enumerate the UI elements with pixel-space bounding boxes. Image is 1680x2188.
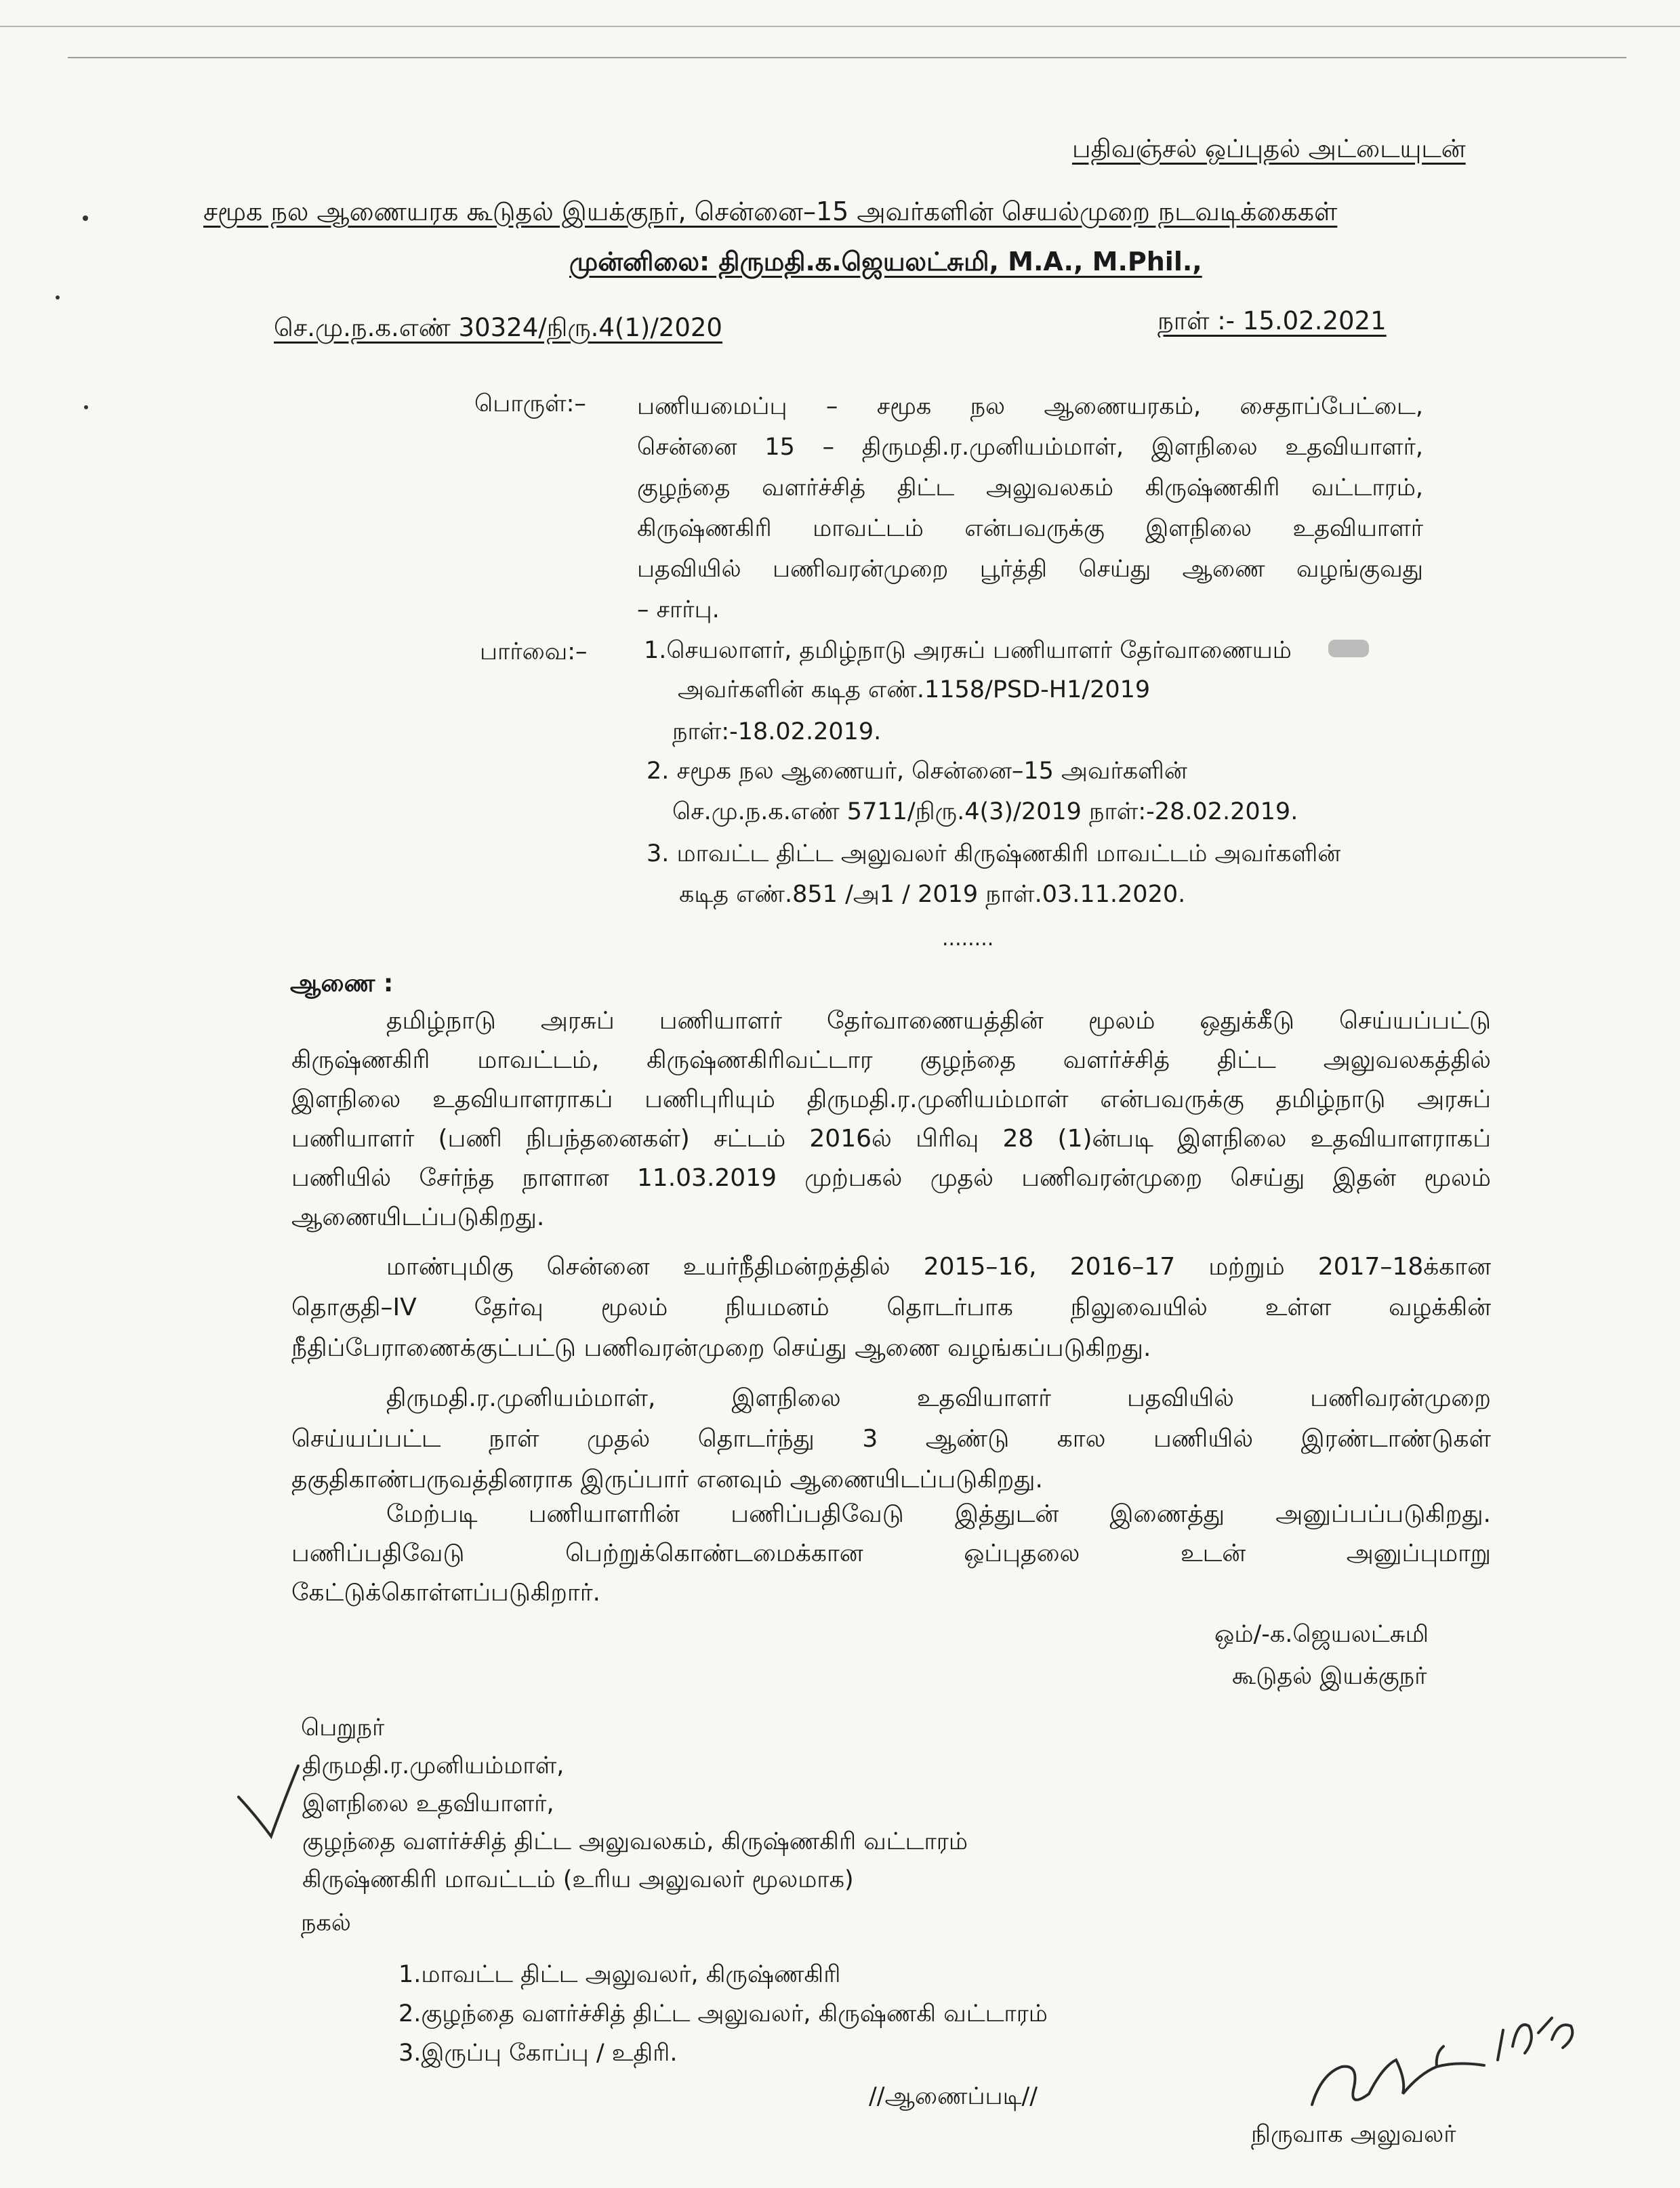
registered-post-note: பதிவஞ்சல் ஒப்புதல் அட்டையுடன் bbox=[1072, 134, 1466, 163]
handwritten-signature bbox=[1312, 2046, 1484, 2105]
reference-line: நாள்:-18.02.2019. bbox=[672, 718, 882, 745]
paragraph-line: ஆணையிடப்படுகிறது. bbox=[291, 1203, 545, 1231]
copy-line: 2.குழந்தை வளர்ச்சித் திட்ட அலுவலர், கிருஷ்ணகி வட்டாரம் bbox=[398, 2000, 1048, 2027]
paragraph-line: செய்யப்பட்ட நாள் முதல் தொடர்ந்து 3 ஆண்டு கால பணியில் இரண்டாண்டுகள் bbox=[291, 1425, 1491, 1453]
paragraph-line: கேட்டுக்கொள்ளப்படுகிறார். bbox=[291, 1579, 600, 1607]
copy-line: 3.இருப்பு கோப்பு / உதிரி. bbox=[398, 2040, 678, 2067]
reference-line: 2. சமூக நல ஆணையர், சென்னை–15 அவர்களின் bbox=[647, 758, 1187, 785]
handwritten-date-scribble bbox=[1498, 2018, 1572, 2060]
ink-smudge bbox=[1328, 640, 1369, 657]
paragraph-line: தொகுதி–IV தேர்வு மூலம் நியமனம் தொடர்பாக நிலுவையில் உள்ள வழக்கின் bbox=[291, 1294, 1491, 1321]
order-label: ஆணை : bbox=[290, 970, 394, 997]
recipient-line: இளநிலை உதவியாளர், bbox=[302, 1790, 554, 1817]
copy-line: 1.மாவட்ட திட்ட அலுவலர், கிருஷ்ணகிரி bbox=[398, 1961, 841, 1988]
paragraph-line: இளநிலை உதவியாளராகப் பணிபுரியும் திருமதி.ர.முனியம்மாள் என்பவருக்கு தமிழ்நாடு அரசுப் bbox=[291, 1086, 1491, 1113]
paragraph-line: நீதிப்பேராணைக்குட்பட்டு பணிவரன்முறை செய்து ஆணை வழங்கப்படுகிறது. bbox=[291, 1334, 1151, 1362]
by-order-note: //ஆணைப்படி// bbox=[869, 2083, 1038, 2110]
officer-designation: நிருவாக அலுவலர் bbox=[1251, 2121, 1456, 2148]
presence-line: முன்னிலை: திருமதி.க.ஜெயலட்சுமி, M.A., M.Phil., bbox=[569, 247, 1202, 276]
paragraph-line: மேற்படி பணியாளரின் பணிப்பதிவேடு இத்துடன் இணைத்து அனுப்பப்படுகிறது. bbox=[386, 1500, 1491, 1528]
subject-label: பொருள்:– bbox=[474, 390, 586, 417]
paragraph-line: பணிப்பதிவேடு பெற்றுக்கொண்டமைக்கான ஒப்புதலை உடன் அனுப்புமாறு bbox=[291, 1540, 1491, 1567]
reference-number: செ.மு.ந.க.எண் 30324/நிரு.4(1)/2020 bbox=[274, 313, 722, 342]
subject-line: பணியமைப்பு – சமூக நல ஆணையரகம், சைதாப்பேட்டை, bbox=[637, 393, 1423, 420]
paragraph-line: பணியில் சேர்ந்த நாளான 11.03.2019 முற்பகல் முதல் பணிவரன்முறை செய்து இதன் மூலம் bbox=[291, 1164, 1491, 1192]
subject-line: பதவியில் பணிவரன்முறை பூர்த்தி செய்து ஆணை வழங்குவது bbox=[637, 556, 1423, 583]
references-separator: ........ bbox=[942, 927, 994, 951]
reference-line: 1.செயலாளர், தமிழ்நாடு அரசுப் பணியாளர் தேர்வாணையம் bbox=[644, 637, 1292, 664]
copy-label: நகல் bbox=[301, 1910, 351, 1937]
reference-line: அவர்களின் கடித எண்.1158/PSD-H1/2019 bbox=[678, 676, 1151, 703]
recipient-line: குழந்தை வளர்ச்சித் திட்ட அலுவலகம், கிருஷ்ணகிரி வட்டாரம் bbox=[302, 1828, 968, 1855]
paragraph-line: திருமதி.ர.முனியம்மாள், இளநிலை உதவியாளர் பதவியில் பணிவரன்முறை bbox=[386, 1384, 1491, 1412]
office-title: சமூக நல ஆணையரக கூடுதல் இயக்குநர், சென்னை–15 அவர்களின் செயல்முறை நடவடிக்கைகள் bbox=[203, 197, 1338, 226]
paragraph-line: தமிழ்நாடு அரசுப் பணியாளர் தேர்வாணையத்தின் மூலம் ஒதுக்கீடு செய்யப்பட்டு bbox=[386, 1007, 1491, 1035]
paragraph-line: கிருஷ்ணகிரி மாவட்டம், கிருஷ்ணகிரிவட்டார குழந்தை வளர்ச்சித் திட்ட அலுவலகத்தில் bbox=[291, 1046, 1491, 1074]
paragraph-line: தகுதிகாண்பருவத்தினராக இருப்பார் எனவும் ஆணையிடப்படுகிறது. bbox=[291, 1466, 1043, 1493]
references-label: பார்வை:– bbox=[480, 638, 588, 665]
paragraph-line: பணியாளர் (பணி நிபந்தனைகள்) சட்டம் 2016ல் பிரிவு 28 (1)ன்படி இளநிலை உதவியாளராகப் bbox=[291, 1125, 1491, 1153]
reference-line: 3. மாவட்ட திட்ட அலுவலர் கிருஷ்ணகிரி மாவட்டம் அவர்களின் bbox=[647, 840, 1341, 867]
paragraph-line: மாண்புமிகு சென்னை உயர்நீதிமன்றத்தில் 2015–16, 2016–17 மற்றும் 2017–18க்கான bbox=[386, 1253, 1491, 1281]
signed-by: ஒம்/-க.ஜெயலட்சுமி bbox=[1214, 1621, 1429, 1648]
subject-line: சென்னை 15 – திருமதி.ர.முனியம்மாள், இளநிலை உதவியாளர், bbox=[637, 434, 1423, 461]
recipient-line: திருமதி.ர.முனியம்மாள், bbox=[302, 1752, 565, 1779]
signatory-designation: கூடுதல் இயக்குநர் bbox=[1232, 1663, 1427, 1690]
handwritten-tick-mark bbox=[239, 1766, 298, 1836]
reference-line: கடித எண்.851 /அ1 / 2019 நாள்.03.11.2020. bbox=[679, 881, 1186, 908]
subject-line: – சார்பு. bbox=[637, 596, 720, 623]
recipient-line: கிருஷ்ணகிரி மாவட்டம் (உரிய அலுவலர் மூலமாக) bbox=[302, 1866, 854, 1893]
subject-line: கிருஷ்ணகிரி மாவட்டம் என்பவருக்கு இளநிலை உதவியாளர் bbox=[637, 515, 1423, 542]
order-date: நாள் :- 15.02.2021 bbox=[1157, 306, 1387, 335]
reference-line: செ.மு.ந.க.எண் 5711/நிரு.4(3)/2019 நாள்:-28.02.2019. bbox=[672, 798, 1298, 825]
subject-line: குழந்தை வளர்ச்சித் திட்ட அலுவலகம் கிருஷ்ணகிரி வட்டாரம், bbox=[637, 474, 1423, 501]
recipient-label: பெறுநர் bbox=[301, 1714, 385, 1741]
